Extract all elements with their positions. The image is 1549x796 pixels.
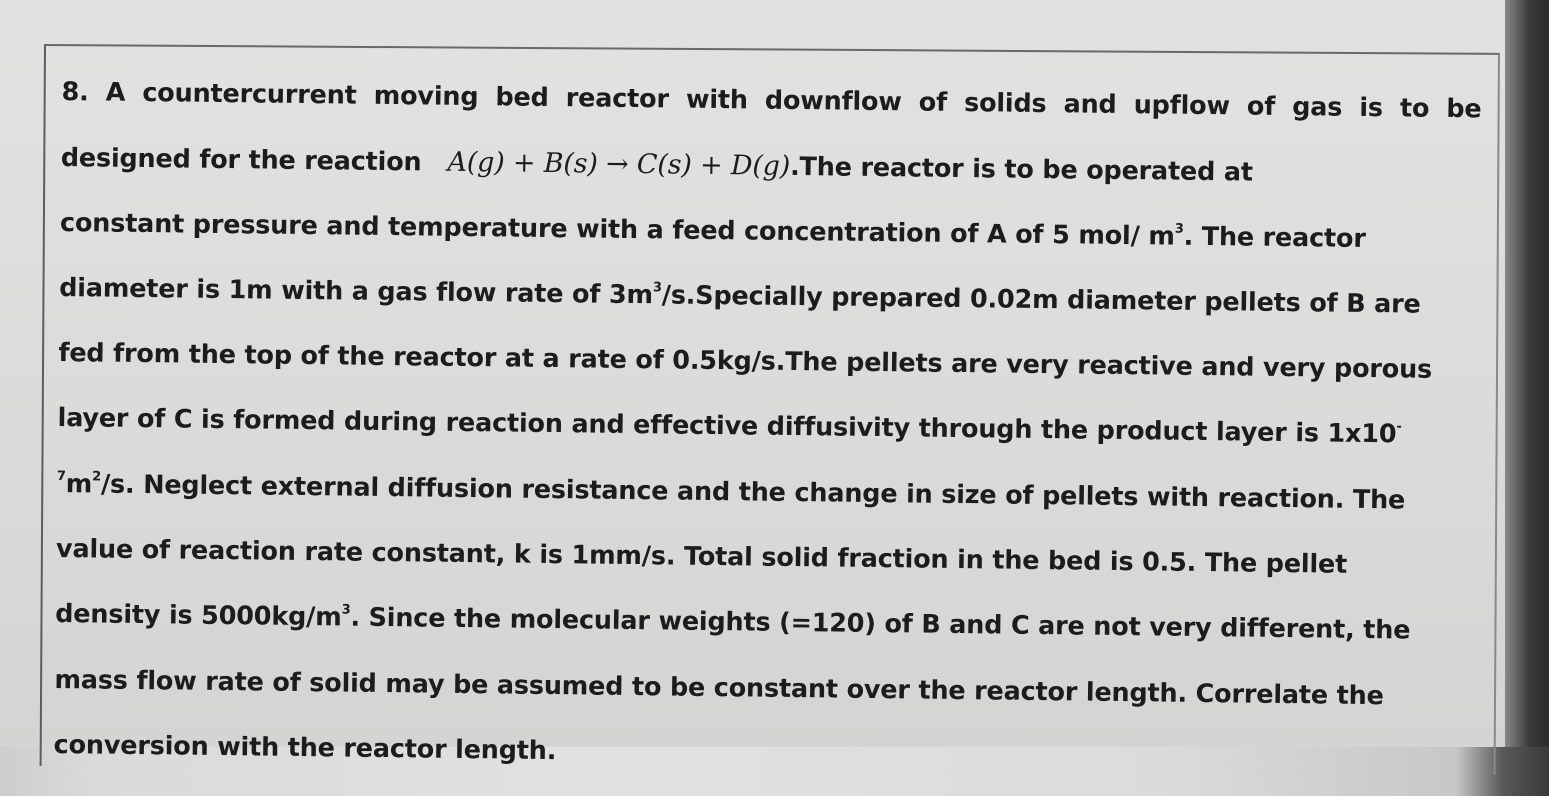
line-7-text-b: /s. Neglect external diffusion resistance and the change in size of pellets with reaction. The (100, 469, 1406, 516)
line-2-text-a: designed for the reaction (60, 143, 422, 178)
line-11-text: conversion with the reactor length. (53, 729, 557, 767)
line-3-text-b: . The reactor (1183, 221, 1366, 254)
line-6-superscript: - (1396, 419, 1402, 435)
line-5-text: fed from the top of the reactor at a rate of 0.5kg/s.The pellets are very reactive and very porous (58, 338, 1433, 385)
line-7-superscript-b: 2 (92, 469, 102, 485)
line-3-superscript: 3 (1174, 221, 1184, 237)
line-4-text-b: /s.Specially prepared 0.02m diameter pellets of B are (661, 280, 1421, 320)
line-8-text: value of reaction rate constant, k is 1mm/s. Total solid fraction in the bed is 0.5. The pellet (55, 534, 1348, 580)
line-1-text: 8. A countercurrent moving bed reactor with downflow of solids and upflow of gas is to be (61, 76, 1482, 125)
line-2-text-b: .The reactor is to be operated at (789, 152, 1254, 188)
page-edge-shadow (1505, 0, 1549, 747)
line-10-text: mass flow rate of solid may be assumed to be constant over the reactor length. Correlate the (54, 664, 1384, 711)
line-4-superscript: 3 (652, 280, 662, 296)
line-7-superscript-a: 7 (56, 468, 66, 484)
line-9-text-b: . Since the molecular weights (=120) of B and C are not very different, the (350, 602, 1411, 646)
line-9-superscript: 3 (341, 602, 351, 618)
problem-text (53, 60, 1482, 796)
line-7-text-a: m (65, 468, 93, 500)
line-6-text: layer of C is formed during reaction and effective diffusivity through the product layer is 1x10 (57, 403, 1397, 450)
reaction-equation: A(g) + B(s) → C(s) + D(g) (447, 147, 791, 183)
line-3-text-a: constant pressure and temperature with a feed concentration of A of 5 mol/ m (59, 207, 1175, 252)
line-9-text-a: density is 5000kg/m (55, 599, 342, 633)
line-4-text-a: diameter is 1m with a gas flow rate of 3m (59, 272, 654, 311)
